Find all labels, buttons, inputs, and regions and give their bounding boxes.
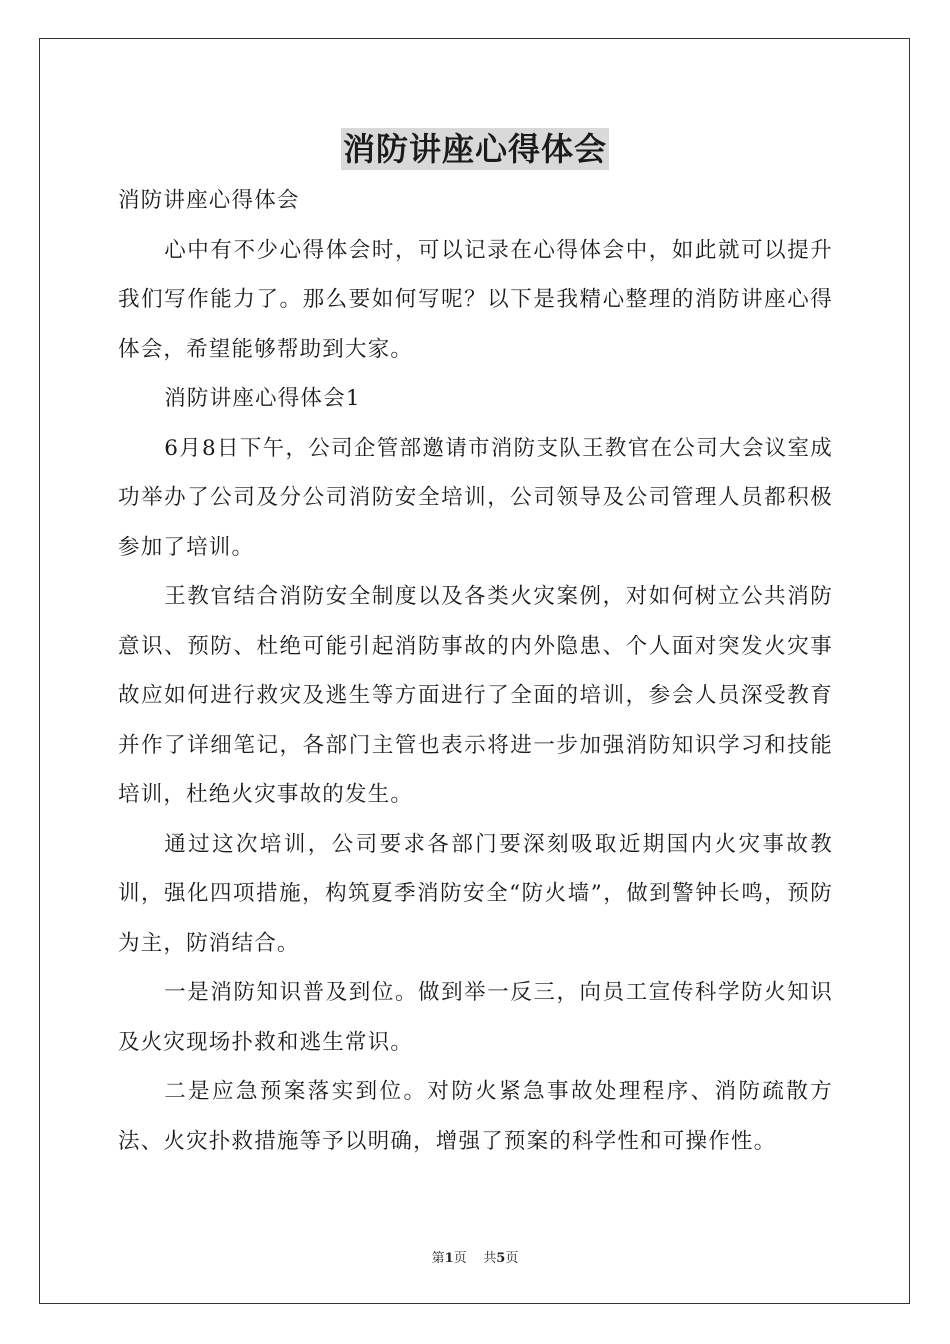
paragraph-subtitle: 消防讲座心得体会 xyxy=(118,188,300,213)
total-unit: 页 xyxy=(505,1251,519,1266)
paragraph-section-heading: 消防讲座心得体会1 xyxy=(164,386,361,411)
page-footer xyxy=(0,1247,950,1266)
paragraph-body: 二是应急预案落实到位。对防火紧急事故处理程序、消防疏散方法、火灾扑救措施等予以明确，增强了预案的科学性和可操作性。 xyxy=(118,1079,833,1154)
paragraph-intro: 心中有不少心得体会时，可以记录在心得体会中，如此就可以提升我们写作能力了。那么要如何写呢？以下是我精心整理的消防讲座心得体会，希望能够帮助到大家。 xyxy=(118,237,833,362)
paragraph-body: 6月8日下午，公司企管部邀请市消防支队王教官在公司大会议室成功举办了公司及分公司消防安全培训，公司领导及公司管理人员都积极参加了培训。 xyxy=(118,435,833,560)
current-page-number: 1 xyxy=(444,1251,454,1266)
page-unit: 页 xyxy=(453,1251,467,1266)
paragraph-body: 王教官结合消防安全制度以及各类火灾案例，对如何树立公共消防意识、预防、杜绝可能引起消防事故的内外隐患、个人面对突发火灾事故应如何进行救灾及逃生等方面进行了全面的培训，参会人员深受教育并作了详细笔记，各部门主管也表示将进一步加强消防知识学习和技能培训，杜绝火灾事故的发生。 xyxy=(118,584,833,807)
total-prefix: 共 xyxy=(483,1251,497,1266)
document-body xyxy=(118,176,833,1166)
document-title: 消防讲座心得体会 xyxy=(342,130,607,168)
title-wrap xyxy=(0,128,950,170)
page-prefix: 第 xyxy=(431,1251,445,1266)
total-page-count: 5 xyxy=(496,1251,506,1266)
paragraph-body: 通过这次培训，公司要求各部门要深刻吸取近期国内火灾事故教训，强化四项措施，构筑夏季消防安全“防火墙”，做到警钟长鸣，预防为主，防消结合。 xyxy=(118,831,833,956)
paragraph-body: 一是消防知识普及到位。做到举一反三，向员工宣传科学防火知识及火灾现场扑救和逃生常识。 xyxy=(118,980,833,1055)
